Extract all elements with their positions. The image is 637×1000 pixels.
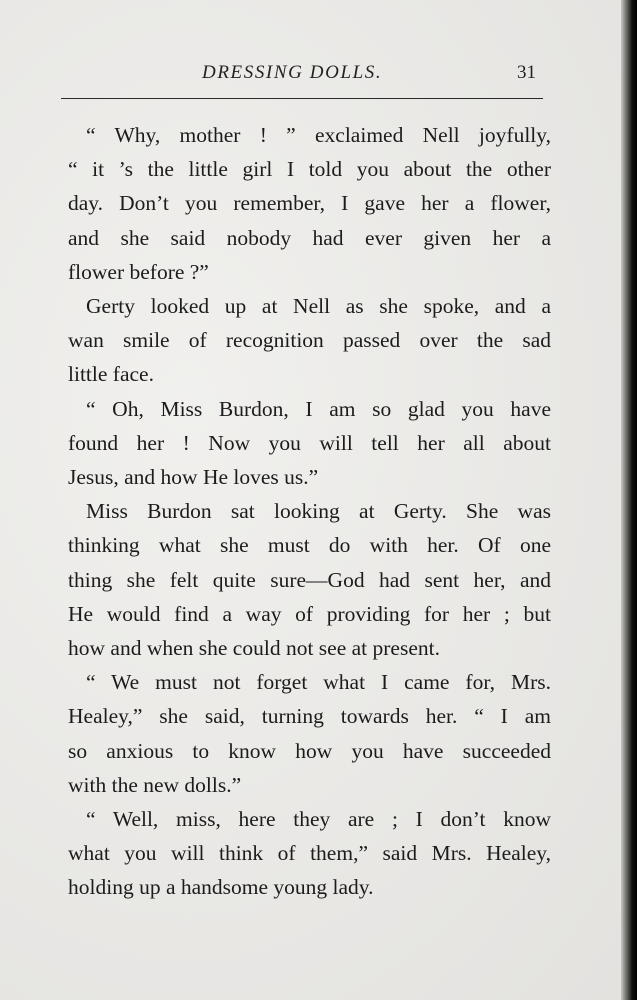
text-line: “ Well, miss, here they are ; I don’t know	[86, 807, 551, 832]
running-head: DRESSING DOLLS.	[202, 62, 383, 83]
page-edge-shadow	[621, 0, 637, 1000]
text-line: “ Why, mother ! ” exclaimed Nell joyfully,	[86, 123, 551, 147]
text-line: “ it ’s the little girl I told you about the other	[68, 157, 551, 182]
text-line: Healey,” she said, turning towards her. “ I am	[68, 704, 551, 729]
paragraph	[68, 665, 551, 802]
text-line: thing she felt quite sure—God had sent her, and	[68, 567, 551, 592]
paragraph	[68, 392, 551, 495]
page-header	[0, 62, 621, 88]
page-number: 31	[517, 62, 536, 83]
paragraph	[68, 289, 551, 392]
text-line: and she said nobody had ever given her a	[68, 225, 551, 250]
text-line: Gerty looked up at Nell as she spoke, and a	[86, 294, 551, 319]
text-line: Miss Burdon sat looking at Gerty. She was	[86, 499, 551, 524]
text-line: He would find a way of providing for her ; but	[68, 601, 551, 626]
text-line: found her ! Now you will tell her all about	[68, 430, 551, 455]
paragraph	[68, 802, 551, 905]
paragraph	[68, 118, 551, 289]
body-text	[68, 118, 551, 905]
text-line: wan smile of recognition passed over the sad	[68, 328, 551, 353]
paragraph	[68, 494, 551, 665]
text-line: little face.	[68, 362, 154, 387]
text-line: Jesus, and how He loves us.”	[68, 465, 319, 490]
text-line: holding up a handsome young lady.	[68, 875, 374, 900]
header-rule	[61, 98, 543, 99]
text-line: so anxious to know how you have succeeded	[68, 738, 551, 763]
text-line: “ We must not forget what I came for, Mrs.	[86, 670, 551, 695]
text-line: flower before ?”	[68, 259, 209, 284]
text-line: thinking what she must do with her. Of one	[68, 533, 551, 558]
text-line: how and when she could not see at present.	[68, 636, 440, 661]
text-line: “ Oh, Miss Burdon, I am so glad you have	[86, 396, 551, 421]
text-line: day. Don’t you remember, I gave her a flower,	[68, 191, 551, 216]
text-line: what you will think of them,” said Mrs. Healey,	[68, 841, 551, 866]
text-line: with the new dolls.”	[68, 772, 242, 797]
